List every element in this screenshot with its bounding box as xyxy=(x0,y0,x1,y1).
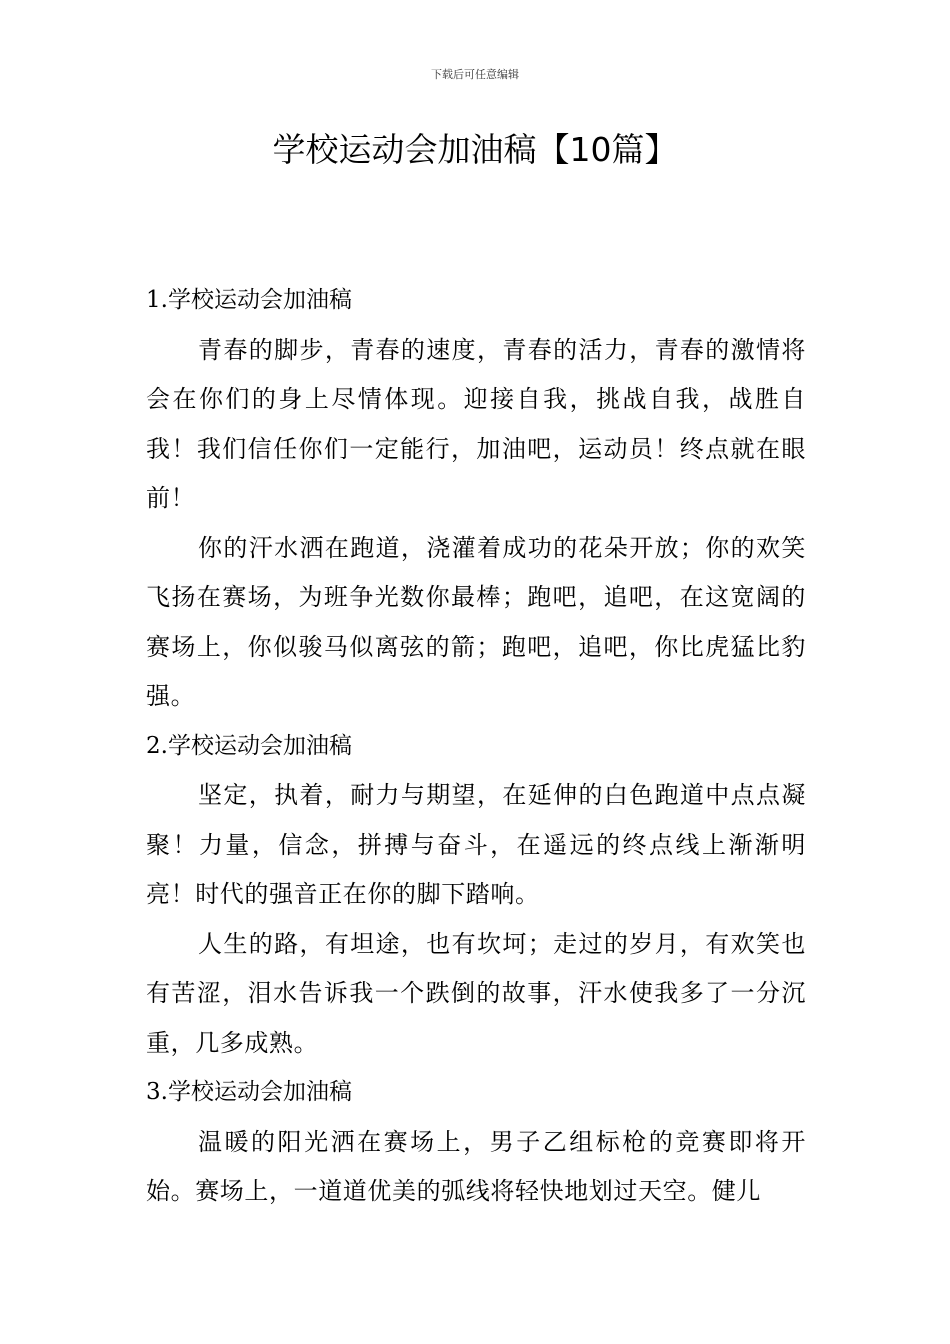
section-2-paragraph-1: 坚定，执着，耐力与期望，在延伸的白色跑道中点点凝聚！力量，信念，拼搏与奋斗，在遥远的终点线上渐渐明亮！时代的强音正在你的脚下踏响。 xyxy=(146,781,806,908)
section-1-paragraph-1: 青春的脚步，青春的速度，青春的活力，青春的激情将会在你们的身上尽情体现。迎接自我，挑战自我，战胜自我！我们信任你们一定能行，加油吧，运动员！终点就在眼前！ xyxy=(146,335,806,512)
header-note: 下载后可任意编辑 xyxy=(431,68,519,81)
section-1-paragraph-2: 你的汗水洒在跑道，浇灌着成功的花朵开放；你的欢笑飞扬在赛场，为班争光数你最棒；跑吧，追吧，在这宽阔的赛场上，你似骏马似离弦的箭；跑吧，追吧，你比虎猛比豹强。 xyxy=(146,533,806,710)
section-heading-1: 1.学校运动会加油稿 xyxy=(146,287,352,313)
document-body xyxy=(146,276,806,1217)
section-heading-2: 2.学校运动会加油稿 xyxy=(146,732,352,759)
section-heading-3: 3.学校运动会加油稿 xyxy=(146,1079,352,1105)
section-2-paragraph-2: 人生的路，有坦途，也有坎坷；走过的岁月，有欢笑也有苦涩，泪水告诉我一个跌倒的故事，汗水使我多了一分沉重，几多成熟。 xyxy=(146,929,806,1057)
document-title: 学校运动会加油稿【10篇】 xyxy=(272,130,678,169)
section-3-paragraph-1: 温暖的阳光洒在赛场上，男子乙组标枪的竞赛即将开始。赛场上，一道道优美的弧线将轻快地划过天空。健儿 xyxy=(146,1127,806,1205)
